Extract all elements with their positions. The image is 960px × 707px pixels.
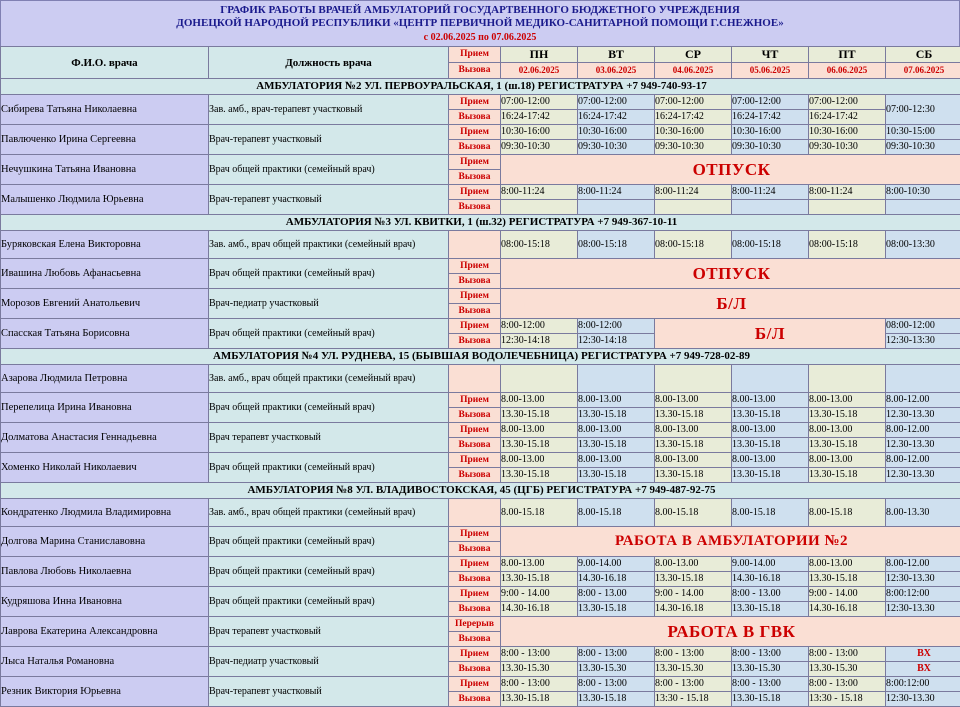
doctor-2-1-vyzova-0: 13.30-15.18 [501, 408, 578, 423]
doctor-0-3-priem-0: 8:00-11:24 [501, 185, 578, 200]
doctor-3-0-priem-1: 8.00-15.18 [578, 499, 655, 527]
doctor-3-4-label-vyzova: Вызова [449, 632, 501, 647]
table-row [1, 95, 960, 110]
doctor-3-3-priem-2: 9:00 - 14.00 [655, 587, 732, 602]
doctor-0-1-priem-1: 10:30-16:00 [578, 125, 655, 140]
section-header-row [1, 349, 960, 365]
doctor-2-1-priem-2: 8.00-13.00 [655, 393, 732, 408]
column-header-day-5: СБ [886, 47, 960, 63]
doctor-0-3-vyzova-4 [809, 200, 886, 215]
doctor-3-3-priem-1: 8:00 - 13.00 [578, 587, 655, 602]
doctor-3-2-priem-4: 8.00-13.00 [809, 557, 886, 572]
table-row [1, 453, 960, 468]
doctor-0-3-label-priem: Прием [449, 185, 501, 200]
doctor-0-0-vyzova-0: 16:24-17:42 [501, 110, 578, 125]
doctor-1-2-position: Врач-педиатр участковый [209, 289, 449, 319]
doctor-0-0-priem-5: 07:00-12:30 [886, 95, 960, 125]
doctor-2-3-vyzova-3: 13.30-15.18 [732, 468, 809, 483]
doctor-1-3-status-banner: Б/Л [655, 319, 886, 349]
doctor-2-1-vyzova-4: 13.30-15.18 [809, 408, 886, 423]
doctor-0-0-label-vyzova: Вызова [449, 110, 501, 125]
doctor-3-6-priem-2: 8:00 - 13:00 [655, 677, 732, 692]
doctor-3-2-vyzova-1: 14.30-16.18 [578, 572, 655, 587]
doctor-2-3-priem-2: 8.00-13.00 [655, 453, 732, 468]
doctor-3-3-priem-3: 8:00 - 13.00 [732, 587, 809, 602]
doctor-3-5-vyzova-3: 13.30-15.30 [732, 662, 809, 677]
doctor-2-0-priem-1 [578, 365, 655, 393]
table-body [1, 79, 960, 707]
doctor-3-5-priem-0: 8:00 - 13:00 [501, 647, 578, 662]
doctor-2-1-label-vyzova: Вызова [449, 408, 501, 423]
doctor-0-3-priem-1: 8:00-11:24 [578, 185, 655, 200]
doctor-2-3-position: Врач общей практики (семейный врач) [209, 453, 449, 483]
doctor-3-2-vyzova-0: 13.30-15.18 [501, 572, 578, 587]
table-row [1, 259, 960, 274]
doctor-1-0-name: Буряковская Елена Викторовна [1, 231, 209, 259]
doctor-2-2-priem-5: 8.00-12.00 [886, 423, 960, 438]
doctor-3-6-vyzova-4: 13:30 - 15.18 [809, 692, 886, 707]
column-header-date-3: 05.06.2025 [732, 63, 809, 79]
doctor-3-6-position: Врач-терапевт участковый [209, 677, 449, 707]
doctor-3-2-vyzova-5: 12:30-13.30 [886, 572, 960, 587]
doctor-0-3-label-vyzova: Вызова [449, 200, 501, 215]
doctor-3-0-priem-5: 8.00-13.30 [886, 499, 960, 527]
column-header-priem: Прием [449, 47, 501, 63]
doctor-3-0-priem-0: 8.00-15.18 [501, 499, 578, 527]
doctor-1-2-label-priem: Прием [449, 289, 501, 304]
doctor-1-3-vyzova-5: 12:30-13:30 [886, 334, 960, 349]
doctor-2-3-priem-0: 8.00-13.00 [501, 453, 578, 468]
doctor-2-1-priem-0: 8.00-13.00 [501, 393, 578, 408]
doctor-0-3-vyzova-0 [501, 200, 578, 215]
doctor-0-3-position: Врач-терапевт участковый [209, 185, 449, 215]
document-title-block [0, 0, 960, 46]
column-header-position: Должность врача [209, 47, 449, 79]
table-row [1, 557, 960, 572]
doctor-3-0-priem-4: 8.00-15.18 [809, 499, 886, 527]
doctor-2-2-vyzova-0: 13.30-15.18 [501, 438, 578, 453]
doctor-0-0-position: Зав. амб., врач-терапевт участковый [209, 95, 449, 125]
doctor-0-3-vyzova-5 [886, 200, 960, 215]
doctor-0-0-priem-2: 07:00-12:00 [655, 95, 732, 110]
doctor-2-2-vyzova-5: 12.30-13.30 [886, 438, 960, 453]
doctor-1-3-label-vyzova: Вызова [449, 334, 501, 349]
doctor-1-2-status-banner: Б/Л [501, 289, 960, 319]
doctor-3-5-priem-3: 8:00 - 13:00 [732, 647, 809, 662]
doctor-0-0-vyzova-2: 16:24-17:42 [655, 110, 732, 125]
doctor-2-0-name: Азарова Людмила Петровна [1, 365, 209, 393]
doctor-2-2-priem-4: 8.00-13.00 [809, 423, 886, 438]
doctor-2-1-priem-3: 8.00-13.00 [732, 393, 809, 408]
doctor-2-2-label-vyzova: Вызова [449, 438, 501, 453]
doctor-1-2-label-vyzova: Вызова [449, 304, 501, 319]
doctor-1-0-priem-1: 08:00-15:18 [578, 231, 655, 259]
column-header-day-4: ПТ [809, 47, 886, 63]
doctor-2-3-vyzova-0: 13.30-15.18 [501, 468, 578, 483]
doctor-3-6-vyzova-0: 13.30-15.18 [501, 692, 578, 707]
doctor-3-3-vyzova-0: 14.30-16.18 [501, 602, 578, 617]
doctor-3-2-priem-5: 8.00-12.00 [886, 557, 960, 572]
title-line-1: ГРАФИК РАБОТЫ ВРАЧЕЙ АМБУЛАТОРИЙ ГОСУДАРТВЕННОГО БЮДЖЕТНОГО УЧРЕЖДЕНИЯ [1, 4, 959, 17]
doctor-3-0-position: Зав. амб., врач общей практики (семейный врач) [209, 499, 449, 527]
doctor-3-1-status-banner: РАБОТА В АМБУЛАТОРИИ №2 [501, 527, 960, 557]
column-header-date-0: 02.06.2025 [501, 63, 578, 79]
doctor-3-2-label-vyzova: Вызова [449, 572, 501, 587]
doctor-1-0-priem-5: 08:00-13:30 [886, 231, 960, 259]
column-header-day-2: СР [655, 47, 732, 63]
doctor-3-6-priem-0: 8:00 - 13:00 [501, 677, 578, 692]
doctor-3-2-priem-3: 9.00-14.00 [732, 557, 809, 572]
doctor-3-5-name: Лыса Наталья Романовна [1, 647, 209, 677]
doctor-3-1-label-vyzova: Вызова [449, 542, 501, 557]
doctor-0-0-priem-3: 07:00-12:00 [732, 95, 809, 110]
doctor-3-5-position: Врач-педиатр участковый [209, 647, 449, 677]
table-row [1, 125, 960, 140]
doctor-2-2-priem-2: 8.00-13.00 [655, 423, 732, 438]
section-heading-2: АМБУЛАТОРИЯ №4 УЛ. РУДНЕВА, 15 (БЫВШАЯ ВОДОЛЕЧЕБНИЦА) РЕГИСТРАТУРА +7 949-728-02-89 [1, 349, 960, 365]
doctor-2-3-vyzova-5: 12.30-13.30 [886, 468, 960, 483]
doctor-0-3-priem-3: 8:00-11:24 [732, 185, 809, 200]
doctor-3-2-position: Врач общей практики (семейный врач) [209, 557, 449, 587]
doctor-2-2-priem-1: 8.00-13.00 [578, 423, 655, 438]
doctor-2-0-priem-2 [655, 365, 732, 393]
doctor-2-2-vyzova-2: 13.30-15.18 [655, 438, 732, 453]
doctor-2-3-priem-1: 8.00-13.00 [578, 453, 655, 468]
doctor-0-3-vyzova-2 [655, 200, 732, 215]
doctor-3-4-status-banner: РАБОТА В ГВК [501, 617, 960, 647]
doctor-0-1-priem-0: 10:30-16:00 [501, 125, 578, 140]
doctor-3-0-name: Кондратенко Людмила Владимировна [1, 499, 209, 527]
title-line-2: ДОНЕЦКОЙ НАРОДНОЙ РЕСПУБЛИКИ «ЦЕНТР ПЕРВИЧНОЙ МЕДИКО-САНИТАРНОЙ ПОМОЩИ Г.СНЕЖНОЕ» [1, 17, 959, 30]
doctor-3-2-vyzova-3: 14.30-16.18 [732, 572, 809, 587]
doctor-3-6-vyzova-5: 12:30-13.30 [886, 692, 960, 707]
doctor-1-1-name: Ивашина Любовь Афанасьевна [1, 259, 209, 289]
doctor-0-1-position: Врач-терапевт участковый [209, 125, 449, 155]
doctor-0-2-name: Нечушкина Татьяна Ивановна [1, 155, 209, 185]
doctor-3-2-label-priem: Прием [449, 557, 501, 572]
table-row [1, 155, 960, 170]
doctor-3-3-vyzova-3: 13.30-15.18 [732, 602, 809, 617]
doctor-0-1-priem-5: 10:30-15:00 [886, 125, 960, 140]
section-header-row [1, 79, 960, 95]
doctor-3-6-label-priem: Прием [449, 677, 501, 692]
doctor-0-0-priem-4: 07:00-12:00 [809, 95, 886, 110]
schedule-table [0, 46, 960, 707]
doctor-2-1-vyzova-2: 13.30-15.18 [655, 408, 732, 423]
doctor-2-0-priem-5 [886, 365, 960, 393]
doctor-0-1-vyzova-2: 09:30-10:30 [655, 140, 732, 155]
doctor-3-6-label-vyzova: Вызова [449, 692, 501, 707]
doctor-3-5-priem-2: 8:00 - 13:00 [655, 647, 732, 662]
doctor-0-1-vyzova-1: 09:30-10:30 [578, 140, 655, 155]
doctor-2-2-priem-0: 8.00-13.00 [501, 423, 578, 438]
doctor-3-4-name: Лаврова Екатерина Александровна [1, 617, 209, 647]
doctor-2-1-position: Врач общей практики (семейный врач) [209, 393, 449, 423]
table-row [1, 527, 960, 542]
doctor-3-1-name: Долгова Марина Станиславовна [1, 527, 209, 557]
doctor-2-3-vyzova-1: 13.30-15.18 [578, 468, 655, 483]
doctor-0-1-vyzova-0: 09:30-10:30 [501, 140, 578, 155]
doctor-2-2-name: Долматова Анастасия Геннадьевна [1, 423, 209, 453]
doctor-1-0-label [449, 231, 501, 259]
doctor-1-3-name: Спасская Татьяна Борисовна [1, 319, 209, 349]
doctor-0-2-label-priem: Прием [449, 155, 501, 170]
doctor-3-6-vyzova-2: 13:30 - 15.18 [655, 692, 732, 707]
doctor-2-3-priem-3: 8.00-13.00 [732, 453, 809, 468]
doctor-3-2-vyzova-2: 13.30-15.18 [655, 572, 732, 587]
doctor-3-3-label-priem: Прием [449, 587, 501, 602]
table-row [1, 365, 960, 393]
doctor-1-3-priem-1: 8:00-12:00 [578, 319, 655, 334]
column-header-vyzova: Вызова [449, 63, 501, 79]
doctor-0-3-priem-5: 8:00-10:30 [886, 185, 960, 200]
title-period: с 02.06.2025 по 07.06.2025 [1, 30, 959, 44]
doctor-3-5-vyzova-4: 13.30-15.30 [809, 662, 886, 677]
doctor-3-3-vyzova-4: 14.30-16.18 [809, 602, 886, 617]
doctor-3-5-vyzova-2: 13.30-15.30 [655, 662, 732, 677]
doctor-3-5-priem-1: 8:00 - 13:00 [578, 647, 655, 662]
doctor-1-3-label-priem: Прием [449, 319, 501, 334]
doctor-1-0-priem-4: 08:00-15:18 [809, 231, 886, 259]
doctor-0-1-vyzova-4: 09:30-10:30 [809, 140, 886, 155]
doctor-3-4-position: Врач терапевт участковый [209, 617, 449, 647]
doctor-1-0-priem-3: 08:00-15:18 [732, 231, 809, 259]
table-row [1, 185, 960, 200]
doctor-3-6-priem-3: 8:00 - 13:00 [732, 677, 809, 692]
doctor-0-1-priem-3: 10:30-16:00 [732, 125, 809, 140]
section-heading-1: АМБУЛАТОРИЯ №3 УЛ. КВИТКИ, 1 (ш.32) РЕГИСТРАТУРА +7 949-367-10-11 [1, 215, 960, 231]
doctor-3-2-priem-2: 8.00-13.00 [655, 557, 732, 572]
column-header-name: Ф.И.О. врача [1, 47, 209, 79]
doctor-3-5-priem-4: 8:00 - 13:00 [809, 647, 886, 662]
table-row [1, 231, 960, 259]
table-row [1, 587, 960, 602]
doctor-2-3-label-vyzova: Вызова [449, 468, 501, 483]
doctor-2-0-position: Зав. амб., врач общей практики (семейный врач) [209, 365, 449, 393]
doctor-3-5-label-priem: Прием [449, 647, 501, 662]
doctor-3-5-vyzova-0: 13.30-15.30 [501, 662, 578, 677]
doctor-0-1-priem-2: 10:30-16:00 [655, 125, 732, 140]
doctor-0-1-priem-4: 10:30-16:00 [809, 125, 886, 140]
doctor-3-3-name: Кудряшова Инна Ивановна [1, 587, 209, 617]
doctor-2-3-vyzova-2: 13.30-15.18 [655, 468, 732, 483]
doctor-2-3-name: Хоменко Николай Николаевич [1, 453, 209, 483]
doctor-3-1-position: Врач общей практики (семейный врач) [209, 527, 449, 557]
doctor-3-5-vyzova-1: 13.30-15.30 [578, 662, 655, 677]
doctor-2-2-vyzova-1: 13.30-15.18 [578, 438, 655, 453]
header-row-top [1, 47, 960, 63]
doctor-0-3-priem-4: 8:00-11:24 [809, 185, 886, 200]
doctor-0-3-name: Малышенко Людмила Юрьевна [1, 185, 209, 215]
doctor-3-6-priem-5: 8:00:12:00 [886, 677, 960, 692]
table-row [1, 289, 960, 304]
doctor-2-0-priem-0 [501, 365, 578, 393]
doctor-2-3-vyzova-4: 13.30-15.18 [809, 468, 886, 483]
doctor-2-2-priem-3: 8.00-13.00 [732, 423, 809, 438]
doctor-1-0-priem-0: 08:00-15:18 [501, 231, 578, 259]
doctor-1-3-position: Врач общей практики (семейный врач) [209, 319, 449, 349]
doctor-1-1-label-priem: Прием [449, 259, 501, 274]
doctor-3-6-vyzova-3: 13.30-15.18 [732, 692, 809, 707]
doctor-2-2-label-priem: Прием [449, 423, 501, 438]
doctor-0-2-label-vyzova: Вызова [449, 170, 501, 185]
doctor-2-2-position: Врач терапевт участковый [209, 423, 449, 453]
doctor-0-1-label-priem: Прием [449, 125, 501, 140]
doctor-3-6-vyzova-1: 13.30-15.18 [578, 692, 655, 707]
table-row [1, 499, 960, 527]
doctor-3-3-vyzova-5: 12:30-13.30 [886, 602, 960, 617]
table-header [1, 47, 960, 79]
doctor-3-2-priem-0: 8.00-13.00 [501, 557, 578, 572]
doctor-3-1-label-priem: Прием [449, 527, 501, 542]
doctor-2-0-priem-3 [732, 365, 809, 393]
table-row [1, 677, 960, 692]
doctor-0-2-status-banner: ОТПУСК [501, 155, 960, 185]
doctor-1-3-priem-0: 8:00-12:00 [501, 319, 578, 334]
doctor-0-1-vyzova-3: 09:30-10:30 [732, 140, 809, 155]
doctor-1-0-position: Зав. амб., врач общей практики (семейный врач) [209, 231, 449, 259]
doctor-1-3-priem-5: 08:00-12:00 [886, 319, 960, 334]
doctor-3-6-priem-4: 8:00 - 13:00 [809, 677, 886, 692]
doctor-3-3-vyzova-1: 13.30-15.18 [578, 602, 655, 617]
doctor-3-0-priem-3: 8.00-15.18 [732, 499, 809, 527]
doctor-3-3-label-vyzova: Вызова [449, 602, 501, 617]
doctor-0-2-position: Врач общей практики (семейный врач) [209, 155, 449, 185]
doctor-2-1-priem-5: 8.00-12.00 [886, 393, 960, 408]
doctor-3-3-position: Врач общей практики (семейный врач) [209, 587, 449, 617]
table-row [1, 393, 960, 408]
doctor-3-5-priem-5: ВХ [886, 647, 960, 662]
table-row [1, 319, 960, 334]
doctor-1-1-status-banner: ОТПУСК [501, 259, 960, 289]
doctor-2-1-label-priem: Прием [449, 393, 501, 408]
doctor-0-1-name: Павлюченко Ирина Сергеевна [1, 125, 209, 155]
section-heading-3: АМБУЛАТОРИЯ №8 УЛ. ВЛАДИВОСТОКСКАЯ, 45 (ЦГБ) РЕГИСТРАТУРА +7 949-487-92-75 [1, 483, 960, 499]
doctor-3-3-vyzova-2: 14.30-16.18 [655, 602, 732, 617]
table-row [1, 423, 960, 438]
doctor-3-6-name: Резник Виктория Юрьевна [1, 677, 209, 707]
doctor-2-3-priem-5: 8.00-12.00 [886, 453, 960, 468]
doctor-0-0-vyzova-3: 16:24-17:42 [732, 110, 809, 125]
doctor-0-0-name: Сибирева Татьяна Николаевна [1, 95, 209, 125]
section-heading-0: АМБУЛАТОРИЯ №2 УЛ. ПЕРВОУРАЛЬСКАЯ, 1 (ш.18) РЕГИСТРАТУРА +7 949-740-93-17 [1, 79, 960, 95]
doctor-2-3-label-priem: Прием [449, 453, 501, 468]
column-header-date-2: 04.06.2025 [655, 63, 732, 79]
doctor-2-1-priem-1: 8.00-13.00 [578, 393, 655, 408]
table-row [1, 617, 960, 632]
doctor-1-3-vyzova-0: 12:30-14:18 [501, 334, 578, 349]
doctor-0-0-priem-0: 07:00-12:00 [501, 95, 578, 110]
table-row [1, 647, 960, 662]
doctor-3-5-vyzova-5: ВХ [886, 662, 960, 677]
doctor-3-3-priem-4: 9:00 - 14.00 [809, 587, 886, 602]
doctor-0-0-vyzova-1: 16:24-17:42 [578, 110, 655, 125]
doctor-1-2-name: Морозов Евгений Анатольевич [1, 289, 209, 319]
doctor-3-2-priem-1: 9.00-14.00 [578, 557, 655, 572]
doctor-0-3-priem-2: 8:00-11:24 [655, 185, 732, 200]
doctor-2-0-priem-4 [809, 365, 886, 393]
doctor-0-1-vyzova-5: 09:30-10:30 [886, 140, 960, 155]
doctor-3-3-priem-5: 8:00:12:00 [886, 587, 960, 602]
doctor-2-1-vyzova-1: 13.30-15.18 [578, 408, 655, 423]
doctor-1-0-priem-2: 08:00-15:18 [655, 231, 732, 259]
column-header-day-3: ЧТ [732, 47, 809, 63]
doctor-2-1-priem-4: 8.00-13.00 [809, 393, 886, 408]
column-header-day-1: ВТ [578, 47, 655, 63]
doctor-1-1-position: Врач общей практики (семейный врач) [209, 259, 449, 289]
column-header-date-4: 06.06.2025 [809, 63, 886, 79]
doctor-2-0-label [449, 365, 501, 393]
column-header-date-1: 03.06.2025 [578, 63, 655, 79]
doctor-3-2-vyzova-4: 13.30-15.18 [809, 572, 886, 587]
doctor-3-0-priem-2: 8.00-15.18 [655, 499, 732, 527]
doctor-3-0-label [449, 499, 501, 527]
doctor-3-6-priem-1: 8:00 - 13:00 [578, 677, 655, 692]
doctor-0-0-vyzova-4: 16:24-17:42 [809, 110, 886, 125]
doctor-0-0-priem-1: 07:00-12:00 [578, 95, 655, 110]
doctor-2-2-vyzova-4: 13.30-15.18 [809, 438, 886, 453]
doctor-2-1-vyzova-3: 13.30-15.18 [732, 408, 809, 423]
doctor-3-3-priem-0: 9:00 - 14.00 [501, 587, 578, 602]
doctor-0-3-vyzova-3 [732, 200, 809, 215]
doctor-2-1-name: Перепелица Ирина Ивановна [1, 393, 209, 423]
doctor-0-1-label-vyzova: Вызова [449, 140, 501, 155]
column-header-day-0: ПН [501, 47, 578, 63]
column-header-date-5: 07.06.2025 [886, 63, 960, 79]
section-header-row [1, 215, 960, 231]
doctor-3-5-label-vyzova: Вызова [449, 662, 501, 677]
doctor-0-0-label-priem: Прием [449, 95, 501, 110]
doctor-0-3-vyzova-1 [578, 200, 655, 215]
doctor-2-3-priem-4: 8.00-13.00 [809, 453, 886, 468]
doctor-3-2-name: Павлова Любовь Николаевна [1, 557, 209, 587]
doctor-3-4-label-priem: Перерыв [449, 617, 501, 632]
doctor-2-2-vyzova-3: 13.30-15.18 [732, 438, 809, 453]
section-header-row [1, 483, 960, 499]
doctor-1-3-vyzova-1: 12:30-14:18 [578, 334, 655, 349]
doctor-2-1-vyzova-5: 12.30-13.30 [886, 408, 960, 423]
doctor-1-1-label-vyzova: Вызова [449, 274, 501, 289]
